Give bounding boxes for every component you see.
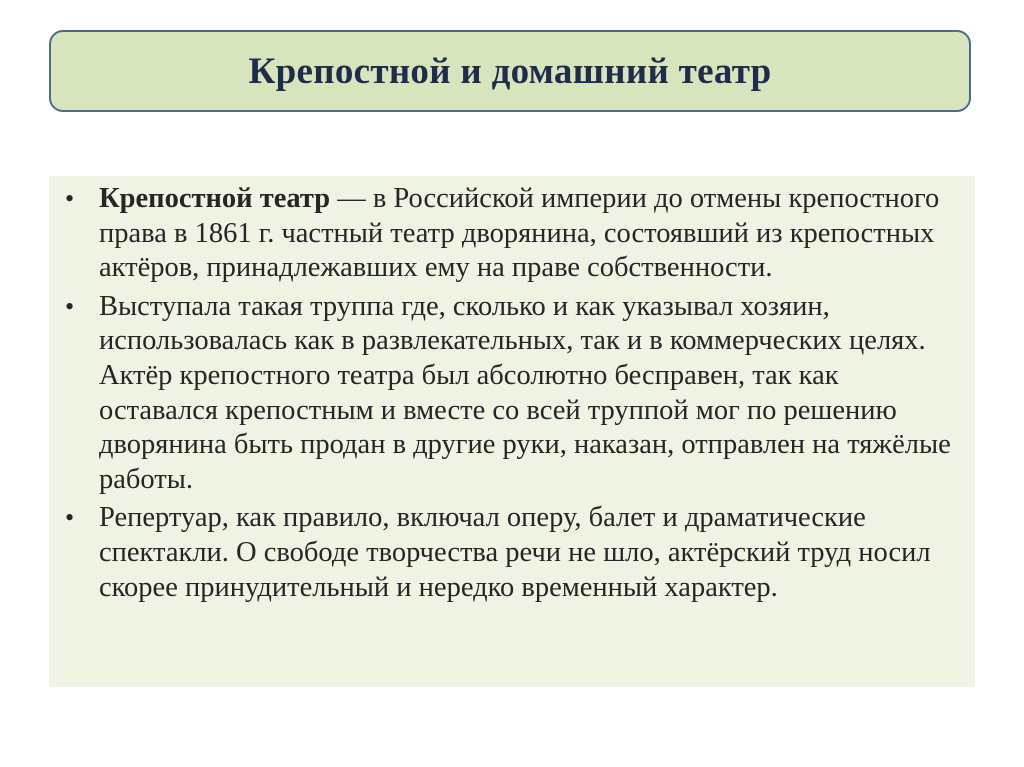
bullet-item-serf-theatre [63, 182, 961, 286]
bullet-text: — в Российской империи до отмены крепостного права в 1861 г. частный театр дворянина, состоявший из крепостных актёров, принадлежавших ему на праве собственности. [99, 183, 940, 284]
bullet-term: Крепостной театр [99, 183, 331, 214]
content-panel [49, 176, 975, 687]
bullet-text: Репертуар, как правило, включал оперу, балет и драматические спектакли. О свободе творчества речи не шло, актёрский труд носил скорее принудительный и нередко временный характер. [99, 502, 931, 603]
bullet-item-repertoire [63, 501, 961, 605]
bullet-dot-icon: • [65, 503, 75, 533]
bullet-list [63, 182, 961, 605]
title-banner [49, 30, 971, 112]
bullet-item-troupe [63, 290, 961, 498]
bullet-text: Выступала такая труппа где, сколько и как указывал хозяин, использовалась как в развлекательных, так и в коммерческих целях. Актёр крепостного театра был абсолютно бесправен, так как оставался крепостным и вместе со всей труппой мог по решению дворянина быть продан в другие руки, наказан, отправлен на тяжёлые работы. [99, 290, 951, 495]
slide-title: Крепостной и домашний театр [248, 50, 772, 92]
bullet-dot-icon: • [65, 291, 75, 321]
bullet-dot-icon: • [65, 184, 75, 213]
